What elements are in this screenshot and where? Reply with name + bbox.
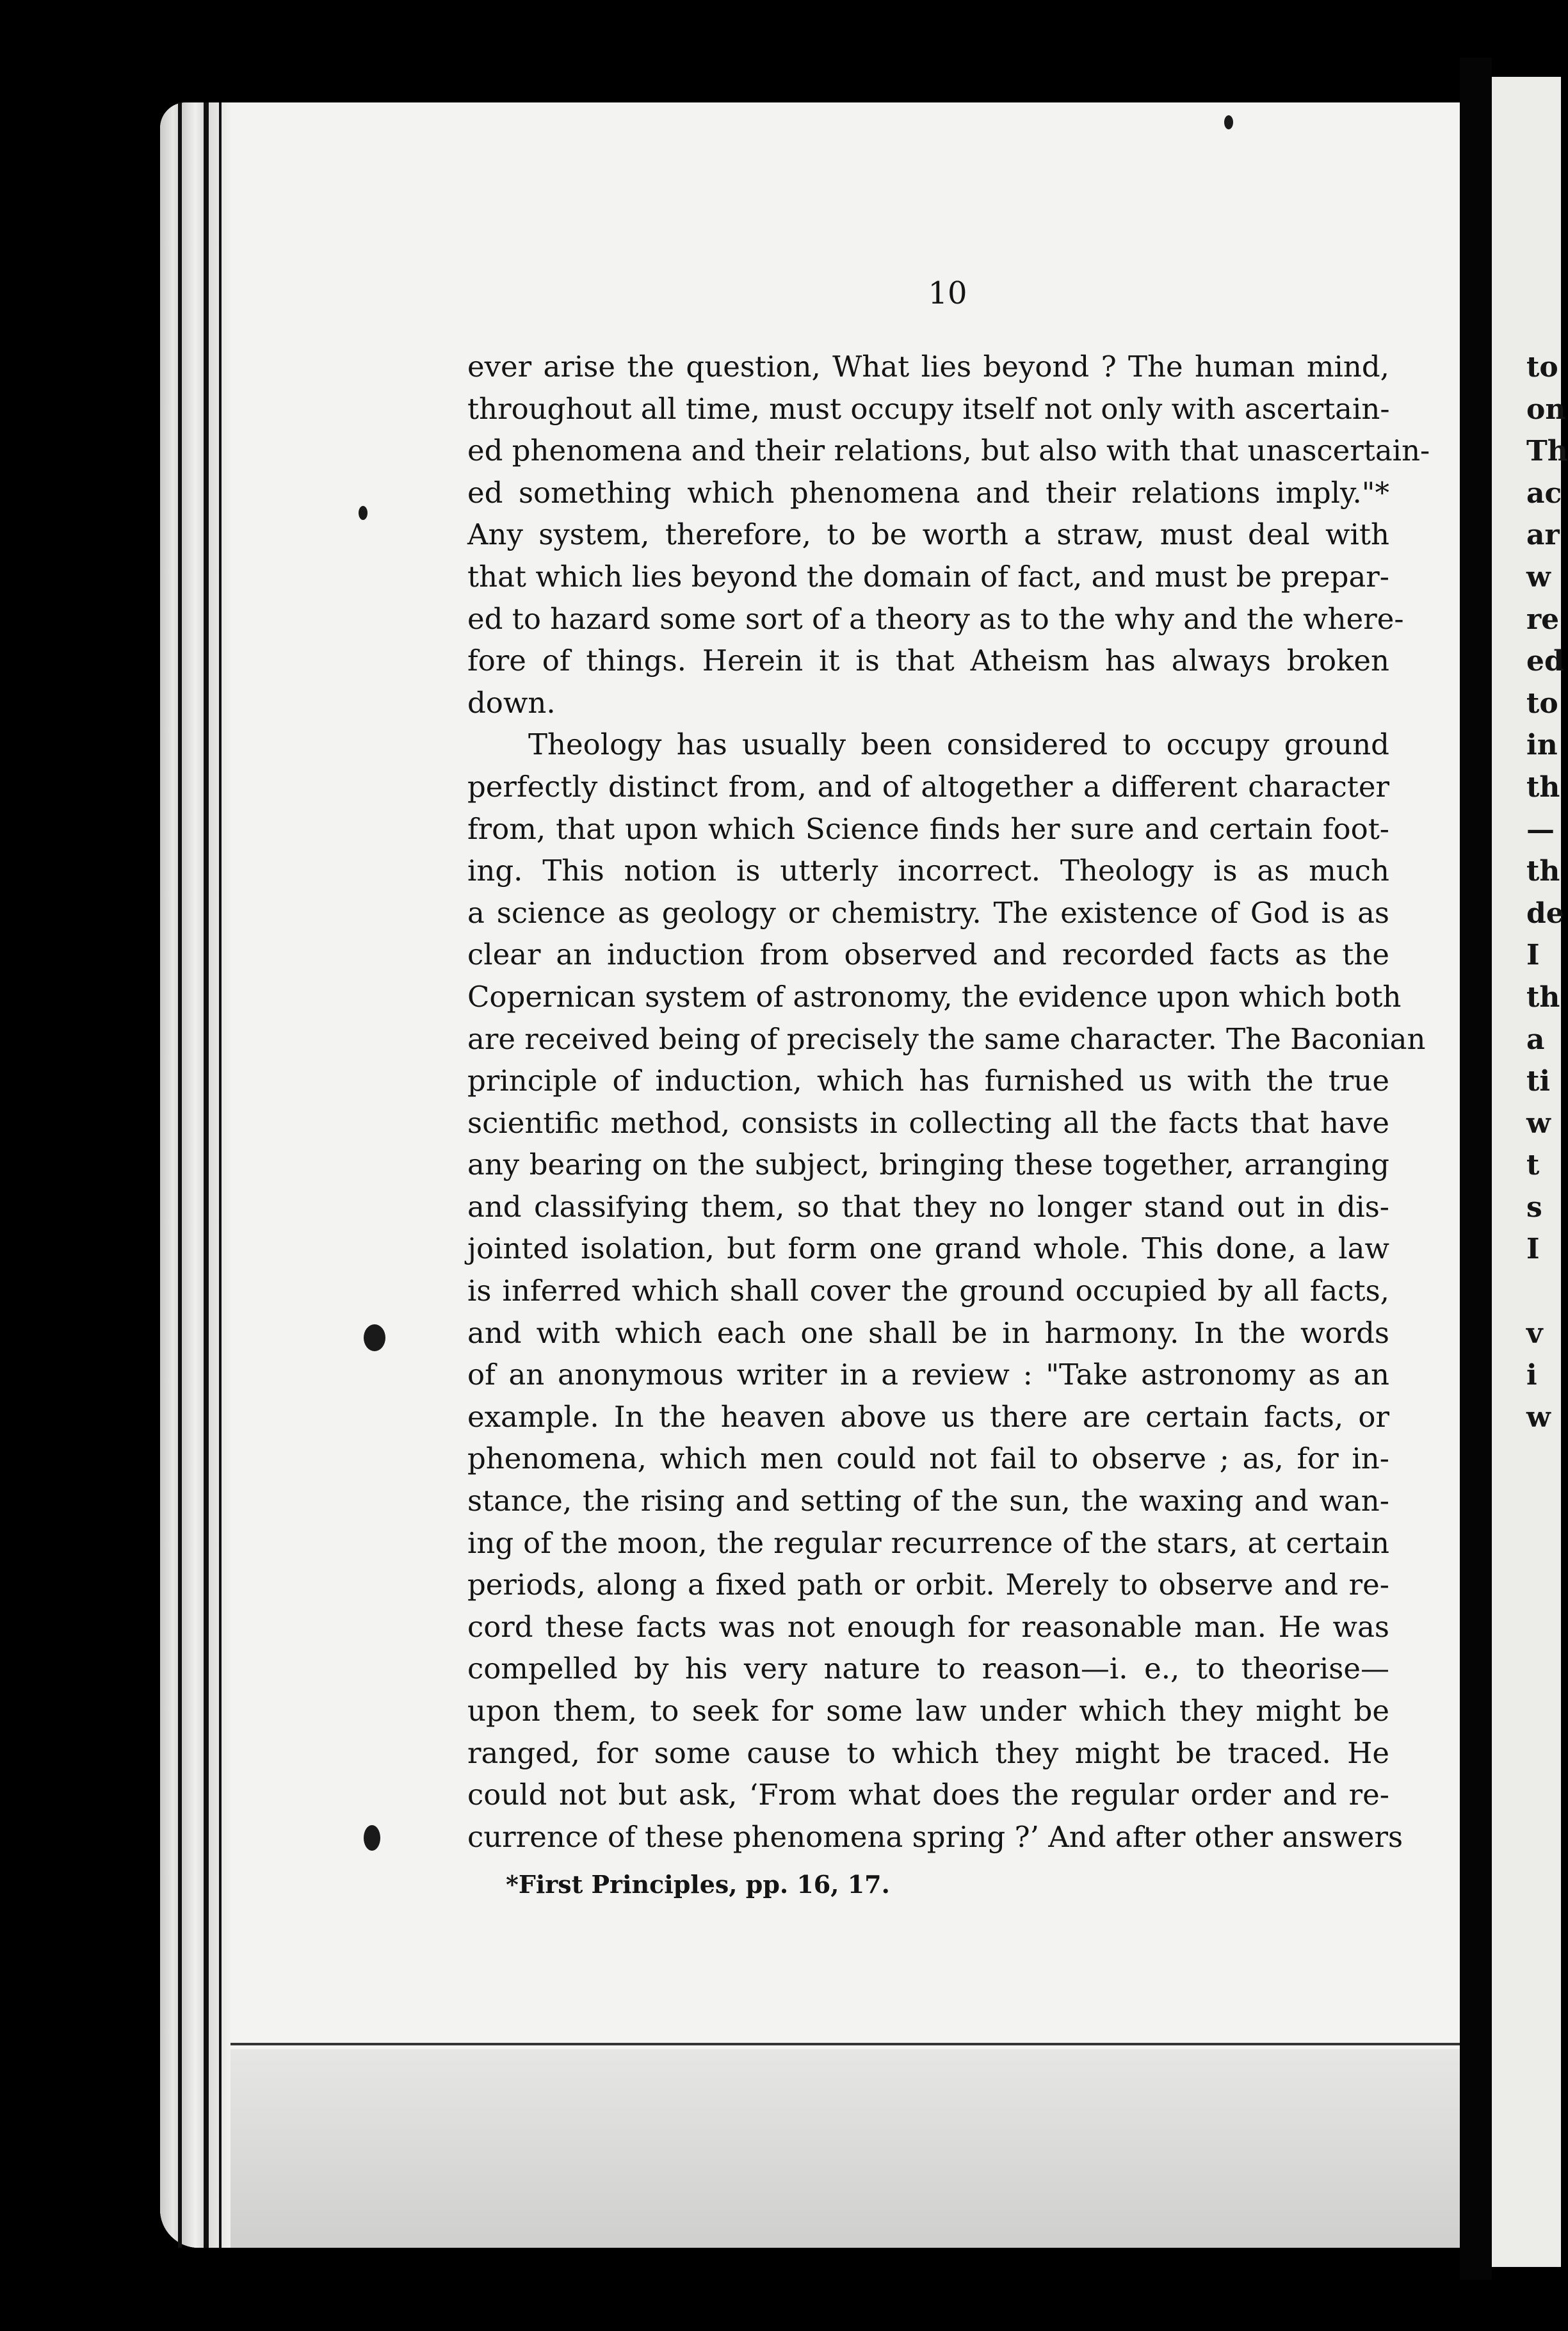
page-number: 10: [928, 275, 967, 311]
text-line: a science as geology or chemistry. The existence of God is as: [467, 895, 1389, 930]
adjacent-page-fragment: —: [1526, 813, 1555, 846]
text-line: clear an induction from observed and recorded facts as the: [467, 938, 1389, 972]
binding-line: [219, 102, 222, 2248]
text-line: cord these facts was not enough for reasonable man. He was: [467, 1609, 1389, 1644]
adjacent-page-fragment: re: [1526, 603, 1560, 636]
adjacent-page-fragment: v: [1526, 1317, 1543, 1350]
text-line: from, that upon which Science finds her sure and certain foot-: [467, 811, 1389, 846]
adjacent-page-fragment: w: [1526, 1107, 1551, 1140]
page-gutter: [1460, 58, 1492, 2280]
text-line: phenomena, which men could not fail to observe ; as, for in-: [467, 1442, 1389, 1476]
ink-blot: [359, 506, 368, 520]
adjacent-page-fragment: t: [1526, 1149, 1540, 1182]
adjacent-page-fragment: [1526, 1691, 1561, 1733]
ink-blot: [1224, 115, 1233, 129]
body-text: [467, 346, 1430, 1858]
adjacent-page-fragment: [1526, 1648, 1561, 1691]
adjacent-page-fragment: [1526, 1481, 1561, 1523]
text-line: ing of the moon, the regular recurrence of the stars, at certain: [467, 1525, 1389, 1560]
adjacent-page-fragment: on: [1526, 393, 1566, 426]
text-line: that which lies beyond the domain of fact, and must be prepar-: [467, 559, 1389, 594]
text-line: Any system, therefore, to be worth a straw, must deal with: [467, 517, 1389, 552]
adjacent-page-fragment: I: [1526, 939, 1540, 972]
adjacent-page-fragment: s: [1526, 1190, 1542, 1224]
adjacent-page-fragment: w: [1526, 1401, 1551, 1434]
adjacent-page-fragment: Th: [1526, 435, 1568, 468]
text-line: periods, along a fixed path or orbit. Merely to observe and re-: [467, 1568, 1389, 1602]
adjacent-page-fragment: th: [1526, 855, 1560, 888]
bottom-rule: [160, 2043, 1460, 2045]
adjacent-page-fragment: [1526, 1271, 1561, 1313]
binding-line: [204, 102, 209, 2248]
adjacent-page-fragment: th: [1526, 980, 1560, 1014]
footnote: *First Principles, pp. 16, 17.: [506, 1870, 890, 1899]
adjacent-page-fragment: ac: [1526, 476, 1562, 510]
adjacent-page-fragment: [1526, 1607, 1561, 1649]
text-line: jointed isolation, but form one grand whole. This done, a law: [467, 1231, 1389, 1266]
text-line: and with which each one shall be in harmony. In the words: [467, 1315, 1389, 1350]
page-bottom-shading: [160, 2049, 1460, 2248]
adjacent-page-fragment: [1526, 1564, 1561, 1607]
text-line: ranged, for some cause to which they might be traced. He: [467, 1735, 1389, 1770]
text-line: Copernican system of astronomy, the evidence upon which both: [467, 979, 1402, 1014]
adjacent-page-fragment: a: [1526, 1023, 1545, 1056]
adjacent-page-fragment: ed: [1526, 645, 1564, 678]
text-line: ed phenomena and their relations, but also with that unascertain-: [467, 434, 1430, 468]
text-line: scientific method, consists in collecting all the facts that have: [467, 1105, 1389, 1140]
text-line: throughout all time, must occupy itself not only with ascertain-: [467, 391, 1390, 426]
text-line: is inferred which shall cover the ground occupied by all facts,: [467, 1274, 1389, 1308]
adjacent-page-fragment: ar: [1526, 519, 1560, 552]
text-line: perfectly distinct from, and of altogether a different character: [467, 769, 1389, 804]
text-line: fore of things. Herein it is that Atheism has always broken: [467, 644, 1389, 678]
adjacent-page-fragment: to: [1526, 686, 1558, 720]
adjacent-page-fragment: i: [1526, 1359, 1537, 1392]
adjacent-page-fragment: de: [1526, 897, 1564, 930]
adjacent-page-fragment: [1526, 1438, 1561, 1481]
text-line: Theology has usually been considered to occupy ground: [528, 727, 1389, 762]
adjacent-page-fragment: to: [1526, 351, 1558, 384]
text-line: down.: [467, 685, 556, 720]
binding-line: [178, 102, 182, 2248]
text-line: are received being of precisely the same character. The Baconian: [467, 1021, 1426, 1056]
text-line: example. In the heaven above us there are certain facts, or: [467, 1399, 1389, 1434]
text-line: stance, the rising and setting of the sun, the waxing and wan-: [467, 1484, 1389, 1518]
text-line: of an anonymous writer in a review : "Take astronomy as an: [467, 1358, 1389, 1392]
text-line: upon them, to seek for some law under which they might be: [467, 1694, 1389, 1728]
adjacent-page-fragment: th: [1526, 770, 1560, 804]
adjacent-page-fragment: w: [1526, 560, 1551, 594]
text-line: ever arise the question, What lies beyond ? The human mind,: [467, 350, 1389, 384]
adjacent-page-fragment: [1526, 1523, 1561, 1565]
text-line: ing. This notion is utterly incorrect. Theology is as much: [467, 854, 1389, 888]
text-line: ed something which phenomena and their relations imply."*: [467, 475, 1389, 510]
adjacent-page-fragment: I: [1526, 1233, 1540, 1266]
adjacent-page-fragment: [1526, 1733, 1561, 1775]
text-line: and classifying them, so that they no longer stand out in dis-: [467, 1189, 1389, 1224]
text-line: could not but ask, ‘From what does the regular order and re-: [467, 1778, 1389, 1812]
ink-blot: [364, 1324, 385, 1351]
adjacent-page-text: [1526, 346, 1568, 1858]
text-line: principle of induction, which has furnished us with the true: [467, 1064, 1389, 1098]
text-line: currence of these phenomena spring ?’ And after other answers: [467, 1819, 1403, 1854]
adjacent-page-fragment: in: [1526, 729, 1558, 762]
text-line: ed to hazard some sort of a theory as to the why and the where-: [467, 601, 1404, 636]
text-line: compelled by his very nature to reason—i. e., to theorise—: [467, 1652, 1389, 1686]
adjacent-page-fragment: ti: [1526, 1065, 1551, 1098]
adjacent-page-fragment: [1526, 1775, 1561, 1817]
ink-blot: [364, 1825, 380, 1851]
adjacent-page-fragment: [1526, 1817, 1561, 1859]
text-line: any bearing on the subject, bringing these together, arranging: [467, 1148, 1389, 1182]
